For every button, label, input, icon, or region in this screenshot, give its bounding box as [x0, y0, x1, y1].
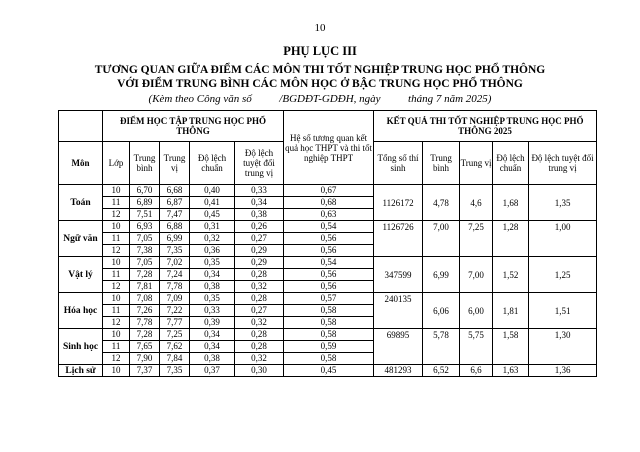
- exam-std-cell: 1,81: [493, 293, 529, 329]
- exam-median-cell: 7,00: [460, 257, 493, 293]
- mad-cell: 0,27: [235, 233, 284, 245]
- grade-cell: 10: [103, 293, 130, 305]
- grade-cell: 11: [103, 341, 130, 353]
- corr-cell: 0,56: [284, 269, 374, 281]
- grade-cell: 11: [103, 233, 130, 245]
- header-std-dev: Độ lệch chuẩn: [190, 142, 235, 185]
- corr-cell: 0,58: [284, 317, 374, 329]
- grade-cell: 10: [103, 185, 130, 197]
- exam-median-cell: 6,6: [460, 365, 493, 377]
- header-exam-abs-dev-median: Độ lệch tuyệt đối trung vị: [529, 142, 597, 185]
- corr-cell: 0,63: [284, 209, 374, 221]
- exam-std-cell: 1,28: [493, 221, 529, 257]
- exam-mad-cell: 1,00: [529, 221, 597, 257]
- header-exam-results: KẾT QUẢ THI TỐT NGHIỆP TRUNG HỌC PHỔ THÔNG 2025: [374, 111, 597, 142]
- exam-mad-cell: 1,51: [529, 293, 597, 329]
- subject-name: Hóa học: [59, 293, 103, 329]
- exam-std-cell: 1,52: [493, 257, 529, 293]
- corr-cell: 0,45: [284, 365, 374, 377]
- mean-cell: 6,89: [130, 197, 160, 209]
- median-cell: 7,25: [160, 329, 190, 341]
- subject-name: Ngữ văn: [59, 221, 103, 257]
- median-cell: 7,47: [160, 209, 190, 221]
- std-cell: 0,38: [190, 281, 235, 293]
- median-cell: 7,24: [160, 269, 190, 281]
- subject-name: Sinh học: [59, 329, 103, 365]
- std-cell: 0,41: [190, 197, 235, 209]
- header-median: Trung vị: [160, 142, 190, 185]
- grade-cell: 12: [103, 209, 130, 221]
- grade-cell: 12: [103, 281, 130, 293]
- document-title-line-2: VỚI ĐIỂM TRUNG BÌNH CÁC MÔN HỌC Ở BẬC TRUNG HỌC PHỔ THÔNG: [117, 78, 523, 90]
- grade-cell: 10: [103, 329, 130, 341]
- mean-cell: 6,70: [130, 185, 160, 197]
- exam-median-cell: 7,25: [460, 221, 493, 257]
- std-cell: 0,40: [190, 185, 235, 197]
- median-cell: 7,62: [160, 341, 190, 353]
- header-subject: Môn: [59, 142, 103, 185]
- appendix-heading: PHỤ LỤC III: [283, 44, 357, 58]
- median-cell: 6,68: [160, 185, 190, 197]
- corr-cell: 0,54: [284, 221, 374, 233]
- mad-cell: 0,29: [235, 257, 284, 269]
- header-school-scores: ĐIỂM HỌC TẬP TRUNG HỌC PHỔ THÔNG: [103, 111, 284, 142]
- std-cell: 0,34: [190, 341, 235, 353]
- std-cell: 0,34: [190, 269, 235, 281]
- mean-cell: 7,08: [130, 293, 160, 305]
- mean-cell: 7,05: [130, 233, 160, 245]
- header-exam-std-dev: Độ lệch chuẩn: [493, 142, 529, 185]
- mad-cell: 0,26: [235, 221, 284, 233]
- exam-median-cell: 4,6: [460, 185, 493, 221]
- corr-cell: 0,56: [284, 245, 374, 257]
- exam-mean-cell: 6,06: [423, 293, 460, 329]
- median-cell: 6,87: [160, 197, 190, 209]
- std-cell: 0,38: [190, 353, 235, 365]
- mean-cell: 7,26: [130, 305, 160, 317]
- table-row: [59, 365, 597, 377]
- median-cell: 7,02: [160, 257, 190, 269]
- mad-cell: 0,28: [235, 329, 284, 341]
- header-grade: Lớp: [103, 142, 130, 185]
- document-title-line-1: TƯƠNG QUAN GIỮA ĐIỂM CÁC MÔN THI TỐT NGHIỆP TRUNG HỌC PHỔ THÔNG: [94, 64, 546, 76]
- mad-cell: 0,28: [235, 293, 284, 305]
- exam-mad-cell: 1,35: [529, 185, 597, 221]
- std-cell: 0,35: [190, 257, 235, 269]
- exam-mad-cell: 1,30: [529, 329, 597, 365]
- grade-cell: 10: [103, 257, 130, 269]
- mad-cell: 0,32: [235, 353, 284, 365]
- header-blank-corner: [59, 111, 103, 142]
- exam-total-cell: 347599: [374, 257, 423, 293]
- mean-cell: 7,28: [130, 269, 160, 281]
- grade-cell: 10: [103, 365, 130, 377]
- mean-cell: 6,93: [130, 221, 160, 233]
- median-cell: 6,88: [160, 221, 190, 233]
- grade-cell: 12: [103, 245, 130, 257]
- mad-cell: 0,32: [235, 281, 284, 293]
- exam-std-cell: 1,58: [493, 329, 529, 365]
- mad-cell: 0,28: [235, 341, 284, 353]
- std-cell: 0,36: [190, 245, 235, 257]
- correlation-table: [58, 110, 597, 377]
- mean-cell: 7,78: [130, 317, 160, 329]
- exam-total-cell: 481293: [374, 365, 423, 377]
- mean-cell: 7,37: [130, 365, 160, 377]
- median-cell: 7,78: [160, 281, 190, 293]
- corr-cell: 0,54: [284, 257, 374, 269]
- median-cell: 7,09: [160, 293, 190, 305]
- mad-cell: 0,28: [235, 269, 284, 281]
- table-row: [59, 221, 597, 233]
- std-cell: 0,32: [190, 233, 235, 245]
- std-cell: 0,33: [190, 305, 235, 317]
- header-exam-median: Trung vị: [460, 142, 493, 185]
- corr-cell: 0,58: [284, 329, 374, 341]
- std-cell: 0,39: [190, 317, 235, 329]
- exam-std-cell: 1,63: [493, 365, 529, 377]
- median-cell: 7,77: [160, 317, 190, 329]
- corr-cell: 0,59: [284, 341, 374, 353]
- subject-name: Vật lý: [59, 257, 103, 293]
- exam-mean-cell: 6,99: [423, 257, 460, 293]
- std-cell: 0,45: [190, 209, 235, 221]
- exam-mean-cell: 6,52: [423, 365, 460, 377]
- table-row: [59, 329, 597, 341]
- exam-total-cell: 1126726: [374, 221, 423, 257]
- std-cell: 0,31: [190, 221, 235, 233]
- header-correlation: Hệ số tương quan kết quả học THPT và thi tốt nghiệp THPT: [284, 111, 374, 185]
- table-body: [59, 185, 597, 377]
- corr-cell: 0,67: [284, 185, 374, 197]
- grade-cell: 12: [103, 317, 130, 329]
- mad-cell: 0,33: [235, 185, 284, 197]
- corr-cell: 0,58: [284, 353, 374, 365]
- mad-cell: 0,27: [235, 305, 284, 317]
- median-cell: 7,35: [160, 245, 190, 257]
- mean-cell: 7,81: [130, 281, 160, 293]
- mean-cell: 7,51: [130, 209, 160, 221]
- exam-median-cell: 5,75: [460, 329, 493, 365]
- header-abs-dev-median: Độ lệch tuyệt đối trung vị: [235, 142, 284, 185]
- grade-cell: 11: [103, 305, 130, 317]
- exam-total-cell: 1126172: [374, 185, 423, 221]
- table-row: [59, 293, 597, 305]
- exam-total-cell: 69895: [374, 329, 423, 365]
- subject-name: Lịch sử: [59, 365, 103, 377]
- mean-cell: 7,05: [130, 257, 160, 269]
- grade-cell: 11: [103, 269, 130, 281]
- grade-cell: 10: [103, 221, 130, 233]
- table-row: [59, 185, 597, 197]
- corr-cell: 0,56: [284, 281, 374, 293]
- exam-mean-cell: 5,78: [423, 329, 460, 365]
- corr-cell: 0,56: [284, 233, 374, 245]
- corr-cell: 0,58: [284, 305, 374, 317]
- std-cell: 0,35: [190, 293, 235, 305]
- header-total-candidates: Tổng số thí sinh: [374, 142, 423, 185]
- mean-cell: 7,38: [130, 245, 160, 257]
- exam-median-cell: 6,00: [460, 293, 493, 329]
- median-cell: 7,35: [160, 365, 190, 377]
- median-cell: 7,84: [160, 353, 190, 365]
- std-cell: 0,34: [190, 329, 235, 341]
- std-cell: 0,37: [190, 365, 235, 377]
- median-cell: 6,99: [160, 233, 190, 245]
- mean-cell: 7,65: [130, 341, 160, 353]
- median-cell: 7,22: [160, 305, 190, 317]
- corr-cell: 0,57: [284, 293, 374, 305]
- grade-cell: 11: [103, 197, 130, 209]
- exam-mean-cell: 7,00: [423, 221, 460, 257]
- exam-mean-cell: 4,78: [423, 185, 460, 221]
- exam-total-cell: 240135: [374, 293, 423, 329]
- exam-mad-cell: 1,36: [529, 365, 597, 377]
- corr-cell: 0,68: [284, 197, 374, 209]
- header-mean: Trung bình: [130, 142, 160, 185]
- header-exam-mean: Trung bình: [423, 142, 460, 185]
- mean-cell: 7,28: [130, 329, 160, 341]
- mad-cell: 0,38: [235, 209, 284, 221]
- mad-cell: 0,29: [235, 245, 284, 257]
- mean-cell: 7,90: [130, 353, 160, 365]
- page-number: 10: [314, 22, 326, 34]
- mad-cell: 0,30: [235, 365, 284, 377]
- exam-mad-cell: 1,25: [529, 257, 597, 293]
- document-subtitle: (Kèm theo Công văn số /BGDĐT-GDĐH, ngày tháng 7 năm 2025): [148, 93, 492, 105]
- table-row: [59, 257, 597, 269]
- grade-cell: 12: [103, 353, 130, 365]
- exam-std-cell: 1,68: [493, 185, 529, 221]
- subject-name: Toán: [59, 185, 103, 221]
- mad-cell: 0,34: [235, 197, 284, 209]
- mad-cell: 0,32: [235, 317, 284, 329]
